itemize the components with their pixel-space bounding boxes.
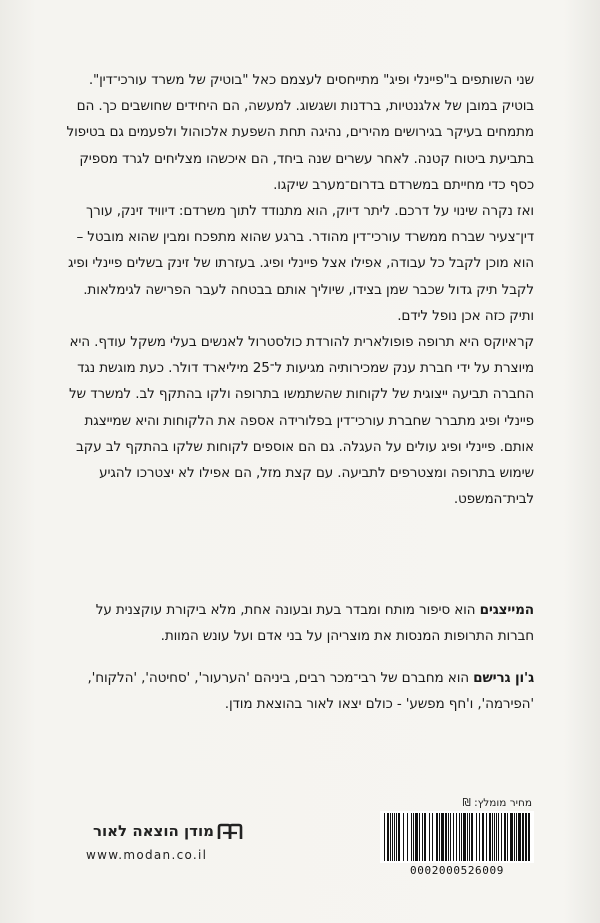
- barcode-bar: [456, 813, 457, 861]
- barcode-bar: [494, 813, 495, 861]
- blurb: [66, 67, 534, 512]
- price-value: ₪: [462, 797, 471, 809]
- barcode-bar: [450, 813, 451, 861]
- blurb-paragraph: ותיק כזה אכן נופל לידם.: [397, 307, 534, 324]
- barcode-bar: [415, 813, 418, 861]
- publisher-name: מודן הוצאה לאור: [92, 822, 214, 840]
- publisher-logo-icon: [216, 822, 244, 842]
- barcode-bar: [394, 813, 395, 861]
- barcode-bar: [482, 813, 484, 861]
- barcode-bar: [528, 813, 530, 861]
- barcode-bar: [525, 813, 527, 861]
- barcode-bar: [510, 813, 513, 861]
- barcode-bar: [463, 813, 466, 861]
- barcode-bar: [461, 813, 462, 861]
- barcode-bar: [453, 813, 454, 861]
- barcode-bar: [407, 813, 408, 861]
- price-label: מחיר מומלץ:: [474, 797, 532, 809]
- price-line: [463, 797, 532, 809]
- barcode-bar: [424, 813, 426, 861]
- barcode-bar: [507, 813, 508, 861]
- barcode-bar: [518, 813, 521, 861]
- barcode-bar: [459, 813, 460, 861]
- author-bio: הוא מחברם של רבי־מכר רבים, ביניהם 'הערעור', 'סחיטה', 'הלקוח', 'הפירמה', ו'חף מפשע' - כולם יצאו לאור בהוצאת מודן.: [87, 670, 534, 713]
- barcode-bar: [387, 813, 389, 861]
- barcode-bar: [448, 813, 449, 861]
- barcode-bar: [398, 813, 400, 861]
- barcode-bar: [469, 813, 470, 861]
- barcode: [380, 811, 534, 863]
- barcode-bar: [411, 813, 412, 861]
- barcode-bar: [496, 813, 497, 861]
- barcode-bar: [429, 813, 430, 861]
- barcode-bar: [436, 813, 438, 861]
- barcode-bar: [390, 813, 391, 861]
- barcode-bar: [392, 813, 393, 861]
- barcode-bar: [504, 813, 506, 861]
- barcode-bar: [384, 813, 385, 861]
- barcode-bar: [467, 813, 468, 861]
- barcode-bar: [479, 813, 480, 861]
- publisher-logo-block: [84, 822, 254, 844]
- barcode-bar: [476, 813, 477, 861]
- author-name: ג'ון גרישם: [473, 670, 534, 686]
- publisher-url: www.modan.co.il: [86, 848, 208, 862]
- barcode-bar: [489, 813, 491, 861]
- book-title: המייצגים: [479, 602, 534, 618]
- about-author: [66, 665, 534, 717]
- barcode-bar: [419, 813, 420, 861]
- barcode-bar: [522, 813, 524, 861]
- barcode-bar: [441, 813, 444, 861]
- barcode-bar: [516, 813, 517, 861]
- barcode-digits: 0002000526009: [410, 864, 504, 877]
- barcode-bar: [432, 813, 433, 861]
- barcode-bar: [439, 813, 440, 861]
- book-description: הוא סיפור מותח ומבדר בעת ובעונה אחת, מלא ביקורת עוקצנית על חברות התרופות המנסות את מוצריהן על בני אדם ועל עונש המוות.: [95, 602, 534, 645]
- about-book: [66, 597, 534, 649]
- barcode-bar: [445, 813, 447, 861]
- blurb-paragraph: ואז נקרה שינוי על דרכם. ליתר דיוק, הוא מתנודד לתוך משרדם: דיוויד זינק, עורך דין־צעיר שברח ממשרד עורכי־דין מהודר. ברגע שהוא מתפכח ומבין שהוא מובטל – הוא מוכן לקבל כל עבודה, אפילו אצל פיינלי ופיג. בעזרתו של זינק בשלים פיינלי ופיג לקבל תיק גדול שכבר שמן בצידו, שיוליך אותם בבטחה לעבר הפרישה לגימלאות.: [67, 203, 534, 298]
- barcode-bar: [396, 813, 397, 861]
- blurb-paragraph: קראיוקס היא תרופה פופולארית להורדת כולסטרול לאנשים בעלי משקל עודף. היא מיוצרת על ידי חברת ענק שמכירותיה מגיעות ל־25 מיליארד דולר. כעת מוגשת נגד החברה תביעה ייצוגית של לקוחות שהשתמשו בתרופה ולקו בהתקף לב. למשרד של פיינלי ופיג מתברר שחברת עורכי־דין בפלורידה אספה את הלקוחות והיא שמייצגת אותם. פיינלי ופיג עולים על העגלה. גם הם אוספים לקוחות שלקו בהתקף לב עקב שימוש בתרופה ומצטרפים לתביעה. עם קצת מזל, הם אפילו לא יצטרכו להגיע לבית־המשפט.: [68, 334, 534, 508]
- barcode-bars-icon: [380, 811, 534, 863]
- barcode-bar: [422, 813, 423, 861]
- blurb-paragraph: שני השותפים ב"פיינלי ופיג" מתייחסים לעצמם כאל "בוטיק של משרד עורכי־דין". בוטיק במובן של אלגנטיות, ברדנות ושגשוג. למעשה, הם היחידים שחושבים כך. הם מתמחים בעיקר בגירושים מהירים, נהיגה תחת השפעת אלכוהול ולפעמים גם בטיפול בתביעת ביטוח קטנה. לאחר עשרים שנה ביחד, הם איכשהו מצליחים לגרד מספיק כסף כדי מחייתם במשרדם בדרום־מערב שיקגו.: [66, 72, 534, 193]
- barcode-bar: [403, 813, 404, 861]
- barcode-bar: [413, 813, 414, 861]
- barcode-bar: [514, 813, 515, 861]
- barcode-bar: [471, 813, 473, 861]
- barcode-bar: [486, 813, 487, 861]
- barcode-bar: [501, 813, 502, 861]
- barcode-bar: [498, 813, 499, 861]
- barcode-bar: [492, 813, 493, 861]
